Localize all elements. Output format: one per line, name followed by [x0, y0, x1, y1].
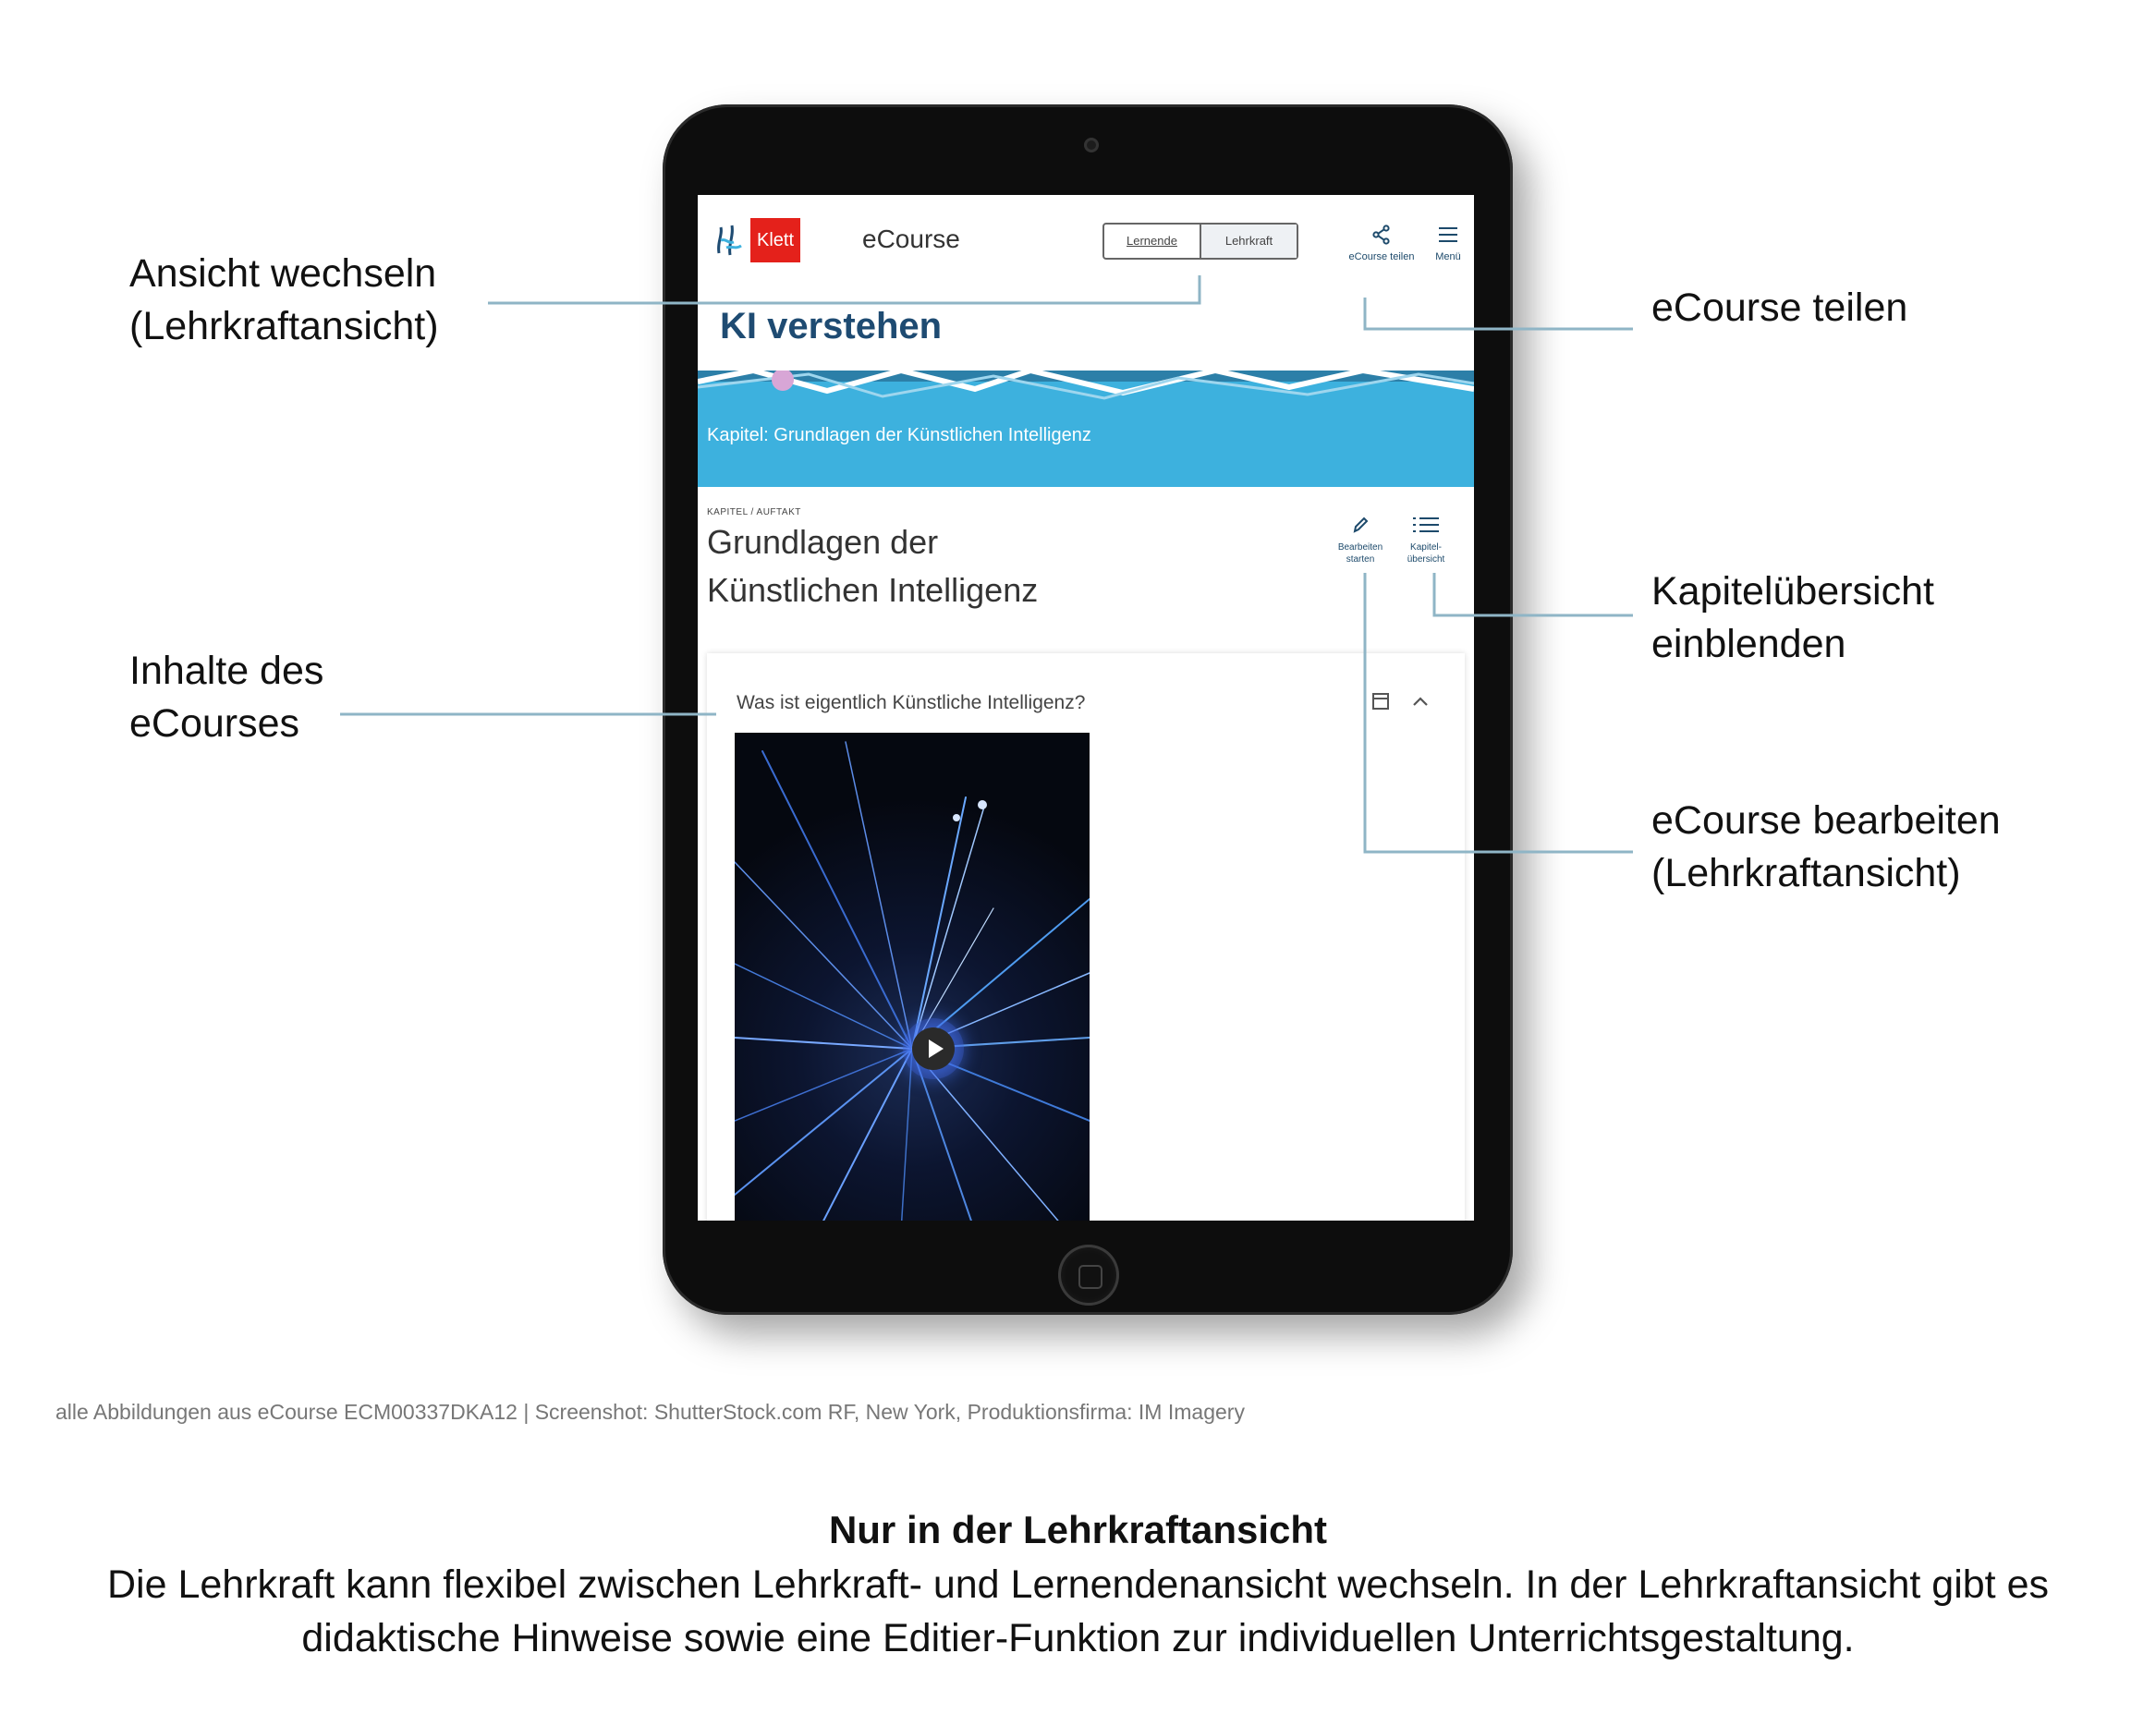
chapter-heading — [707, 518, 1038, 614]
app-name: eCourse — [862, 225, 960, 253]
course-title: KI verstehen — [720, 306, 943, 346]
overview-label: Kapitel-übersicht — [1407, 542, 1445, 565]
tablet-screen — [698, 195, 1474, 1221]
callout-view-switch — [129, 248, 439, 353]
toggle-teacher-view[interactable]: Lehrkraft — [1200, 225, 1297, 258]
chapter-overview-button[interactable] — [1398, 515, 1454, 565]
callout-content — [129, 645, 323, 750]
caption-title: Nur in der Lehrkraftansicht — [828, 1508, 1328, 1551]
callout-edit — [1651, 795, 2001, 900]
video-player[interactable] — [735, 733, 1090, 1221]
chapter-heading-line1: Grundlagen der — [707, 523, 939, 561]
menu-button[interactable] — [1428, 225, 1468, 262]
chapter-heading-line2: Künstlichen Intelligenz — [707, 571, 1039, 609]
callout-overview-line2: einblenden — [1651, 622, 1846, 666]
collapse-button[interactable] — [1407, 688, 1433, 714]
list-icon — [1410, 515, 1442, 535]
callout-overview-line1: Kapitelübersicht — [1651, 569, 1934, 614]
callout-share: eCourse teilen — [1651, 286, 1908, 330]
klett-wordmark: Klett — [750, 218, 800, 262]
menu-label: Menü — [1435, 251, 1461, 262]
callout-view-switch-line2: (Lehrkraftansicht) — [129, 304, 439, 348]
camera-icon — [1084, 138, 1099, 152]
banner-decoration — [698, 371, 1474, 404]
home-button[interactable] — [1058, 1245, 1119, 1306]
caption-text: Die Lehrkraft kann flexibel zwischen Lehrkraft- und Lernendenansicht wechseln. In der Lehrkraftansicht gibt es didaktische Hinweise sowie eine Editier-Funktion zur individuellen Unterrichtsgestaltung. — [107, 1562, 2049, 1660]
share-icon — [1371, 225, 1392, 245]
play-icon[interactable] — [912, 1027, 955, 1070]
klett-logo[interactable] — [710, 218, 802, 262]
share-label: eCourse teilen — [1348, 251, 1415, 262]
share-button[interactable] — [1335, 225, 1428, 262]
video-thumbnail — [735, 733, 1090, 1221]
callout-overview — [1651, 565, 1934, 671]
callout-content-line1: Inhalte des — [129, 649, 324, 693]
pencil-icon — [1351, 515, 1370, 535]
edit-button[interactable] — [1331, 515, 1390, 565]
chapter-label[interactable]: Kapitel: Grundlagen der Künstlichen Intelligenz — [707, 425, 1091, 445]
image-credit: alle Abbildungen aus eCourse ECM00337DKA12 | Screenshot: ShutterStock.com RF, New York, Produktionsfirma: IM Imagery — [55, 1400, 1245, 1424]
edit-label: Bearbeiten starten — [1337, 542, 1383, 565]
card-title: Was ist eigentlich Künstliche Intelligenz? — [737, 692, 1086, 713]
view-toggle[interactable] — [1102, 223, 1298, 260]
callout-edit-line1: eCourse bearbeiten — [1651, 798, 2001, 843]
note-icon — [1368, 688, 1394, 714]
callout-view-switch-line1: Ansicht wechseln — [129, 251, 437, 296]
chevron-up-icon — [1407, 688, 1433, 714]
toggle-learner-view[interactable]: Lernende — [1127, 234, 1177, 248]
callout-edit-line2: (Lehrkraftansicht) — [1651, 851, 1961, 895]
note-button[interactable] — [1368, 688, 1394, 714]
menu-icon — [1437, 225, 1459, 245]
klett-leaf-icon — [710, 218, 750, 262]
breadcrumb: KAPITEL / AUFTAKT — [707, 507, 801, 517]
callout-content-line2: eCourses — [129, 701, 300, 746]
